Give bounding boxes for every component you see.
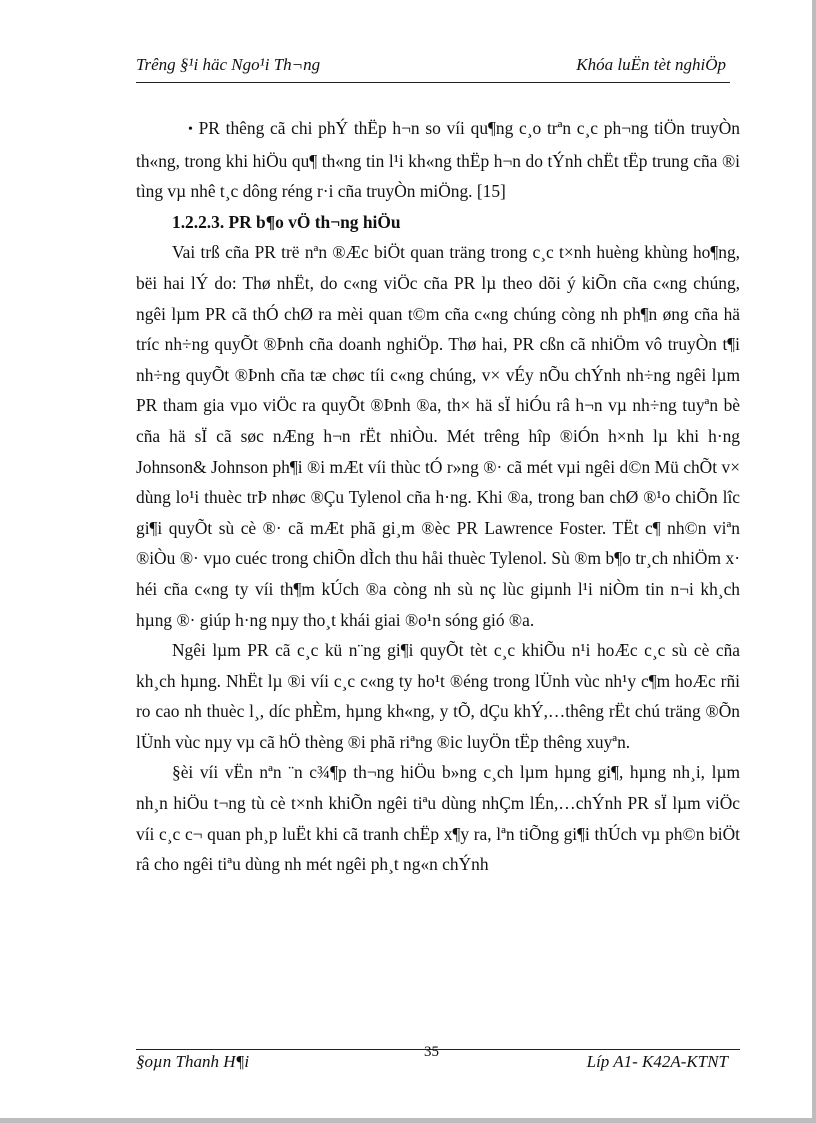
header-thesis-title: Khóa luËn tèt nghiÖp (576, 55, 726, 74)
bullet-text: PR thêng cã chi phÝ thËp h¬n so víi qu¶ng c¸o trªn c¸c ph¬ng tiÖn truyÒn th«ng, trong khi hiÖu qu¶ th«ng tin l¹i kh«ng thËp h¬n do tÝnh chËt tËp trung cña ®i tìng vµ nhê t¸c dông réng r·i cña truyÒn miÖng. [15] (136, 118, 740, 202)
section-subheading: 1.2.2.3. PR b¶o vÖ th¬ng hiÖu (172, 211, 401, 232)
bullet-paragraph (136, 113, 740, 207)
page-edge-right (812, 0, 816, 1123)
header-university: Trêng §¹i häc Ngo¹i Th¬ng (136, 55, 321, 74)
page-edge-bottom (0, 1118, 816, 1123)
footer-author: §oµn Thanh H¶i (136, 1052, 250, 1071)
footer-class: Líp A1- K42A-KTNT (586, 1052, 728, 1071)
page-number: 35 (424, 1044, 439, 1060)
paragraph-1: Vai trß cña PR trë nªn ®Æc biÖt quan träng trong c¸c t×nh huèng khùng ho¶ng, bëi hai lÝ do: Thø nhËt, do c«ng viÖc cña PR lµ theo dõi ý kiÕn cña c«ng chúng, ngêi lµm PR cã thÓ chØ ra mèi quan t©m cña c«ng chúng còng nh ph¶n øng cña hä tríc nh÷ng quyÕt ®Þnh cña doanh nghiÖp. Thø hai, PR cßn cã nhiÖm vô truyÒn t¶i nh÷ng quyÕt ®Þnh cña tæ chøc tíi c«ng chúng, v× vÉy nÕu chÝnh nh÷ng ngêi lµm PR tham gia vµo viÖc ra quyÕt ®Þnh ®a, th× hä sÏ hiÓu râ h¬n vµ nh÷ng tuyªn bè cña hä sÏ cã søc nÆng h¬n rËt nhiÒu. Mét trêng hîp ®iÓn h×nh lµ khi h·ng Johnson& Johnson ph¶i ®i mÆt víi thùc tÓ r»ng ®· cã mét vµi ngêi d©n Mü chÕt v× dùng lo¹i thuèc trÞ nhøc ®Çu Tylenol cña h·ng. Khi ®a, trong ban chØ ®¹o chiÕn lîc gi¶i quyÕt sù cè ®· cã mÆt phã gi¸m ®èc PR Lawrence Foster. TËt c¶ nh©n viªn ®iÒu ®· vµo cuéc trong chiÕn dÌch thu håi thuèc Tylenol. Sù ®m b¶o tr¸ch nhiÖm x· héi cña c«ng ty víi th¶m kÚch ®a còng nh sù nç lùc giµnh l¹i niÒm tin n¬i kh¸ch hµng ®· giúp h·ng nµy tho¸t khái giai ®o¹n sóng gió ®a. (136, 242, 740, 630)
bullet-icon: • (188, 122, 193, 137)
page-footer (136, 1044, 740, 1080)
paragraph-2: Ngêi lµm PR cã c¸c kü n¨ng gi¶i quyÕt tèt c¸c khiÕu n¹i hoÆc c¸c sù cè cña kh¸ch hµng. NhËt lµ ®i víi c¸c c«ng ty ho¹t ®éng trong lÜnh vùc nh¹y c¶m hoÆc rñi ro cao nh thuèc l¸, díc phÈm, hµng kh«ng, y tÕ, dÇu khÝ,…thêng rËt chú träng ®Õn lÜnh vùc nµy vµ cã hÖ thèng ®i phã riªng ®ic luyÖn tËp thêng xuyªn. (136, 640, 740, 752)
paragraph-3: §èi víi vËn nªn ¨n c¾¶p th¬ng hiÖu b»ng c¸ch lµm hµng gi¶, hµng nh¸i, lµm nh¸n hiÖu t¬ng tù cè t×nh khiÕn ngêi tiªu dùng nhÇm lÉn,…chÝnh PR sÏ lµm viÖc víi c¸c c¬ quan ph¸p luËt khi cã tranh chËp x¶y ra, lªn tiÕng gi¶i thÚch vµ ph©n biÖt râ cho ngêi tiªu dùng nh mét ngêi ph¸t ng«n chÝnh (136, 762, 740, 875)
page-body (136, 113, 740, 880)
page-header (136, 52, 730, 83)
